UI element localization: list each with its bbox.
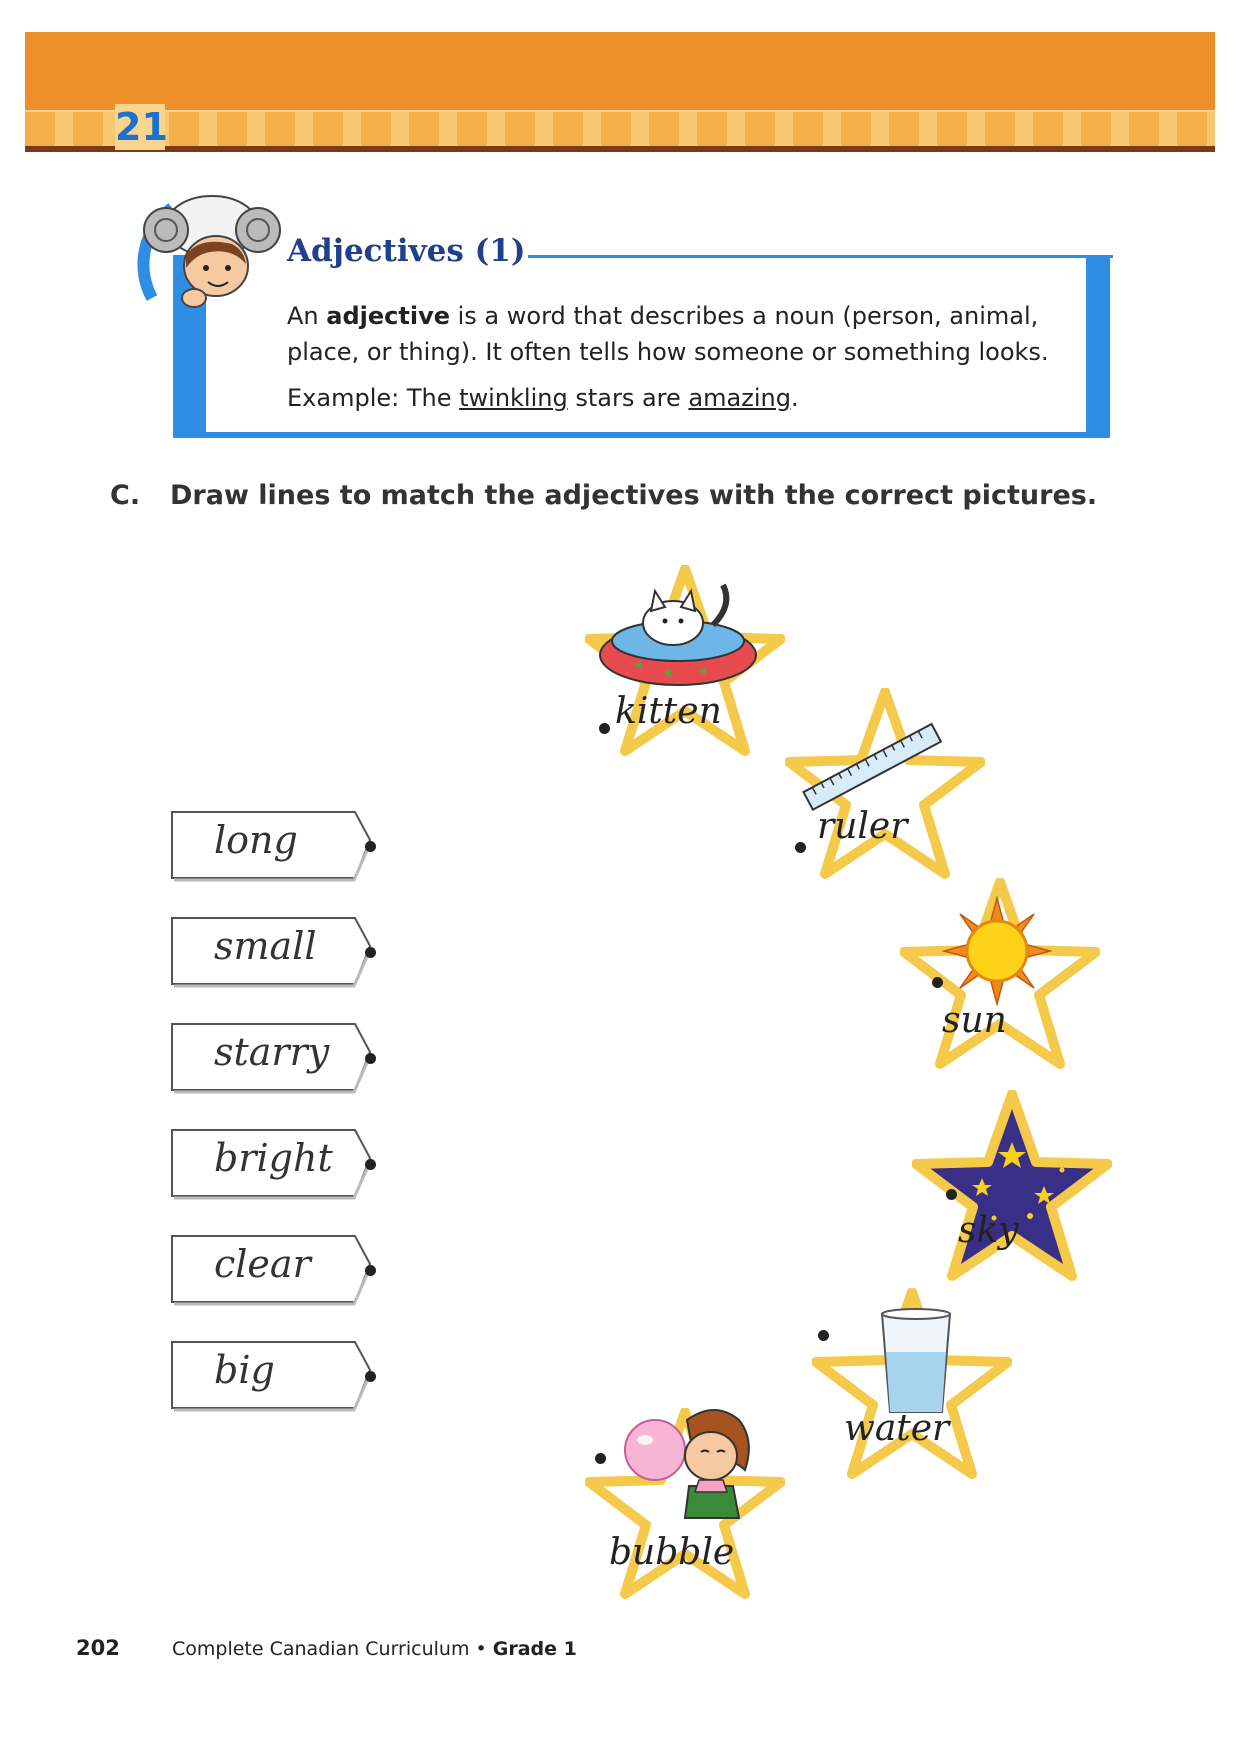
picture-label: sun [942, 1000, 1007, 1041]
adjective-label: starry [214, 1030, 330, 1074]
kitten-in-basket-icon [593, 575, 763, 695]
sun-icon [942, 896, 1052, 1006]
definition-line-2: place, or thing). It often tells how someone or something looks. [287, 338, 1049, 366]
match-dot[interactable] [365, 1265, 376, 1276]
tag-shape [170, 1340, 380, 1412]
adjective-label: clear [214, 1242, 311, 1286]
instruction: C. Draw lines to match the adjectives with the correct pictures. [110, 480, 1098, 511]
definition-line-1: An adjective is a word that describes a noun (person, animal, [287, 302, 1039, 330]
match-dot[interactable] [795, 842, 806, 853]
footer-title: Complete Canadian Curriculum • Grade 1 [172, 1638, 577, 1660]
adjective-label: big [214, 1348, 275, 1392]
example-sentence: Example: The twinkling stars are amazing. [287, 384, 799, 412]
header-checker-strip [25, 110, 1215, 148]
picture-sky[interactable] [912, 1090, 1112, 1290]
picture-label: bubble [609, 1532, 735, 1573]
picture-ruler[interactable] [785, 688, 985, 888]
match-dot[interactable] [932, 977, 943, 988]
picture-sun[interactable] [900, 878, 1100, 1078]
match-dot[interactable] [365, 1159, 376, 1170]
info-title: Adjectives (1) [287, 233, 526, 269]
match-dot[interactable] [365, 947, 376, 958]
term-adjective: adjective [326, 302, 450, 330]
match-dot[interactable] [365, 1371, 376, 1382]
header-band [25, 32, 1215, 110]
picture-water[interactable] [812, 1288, 1012, 1488]
adjective-label: long [214, 818, 298, 862]
match-dot[interactable] [365, 841, 376, 852]
picture-label: water [844, 1408, 950, 1449]
match-dot[interactable] [946, 1189, 957, 1200]
ruler-icon [795, 718, 945, 818]
picture-label: ruler [817, 806, 908, 847]
adjective-tag-starry[interactable] [170, 1022, 380, 1094]
adjective-tag-small[interactable] [170, 916, 380, 988]
header-rule [25, 146, 1215, 152]
unit-number: 21 [115, 105, 168, 149]
starry-sky-star-icon [912, 1090, 1112, 1290]
picture-label: sky [958, 1210, 1019, 1251]
adjective-tag-clear[interactable] [170, 1234, 380, 1306]
adjective-label: bright [214, 1136, 333, 1180]
adjective-label: small [214, 924, 317, 968]
picture-bubble[interactable] [585, 1408, 785, 1608]
adjective-tag-big[interactable] [170, 1340, 380, 1412]
picture-label: kitten [615, 691, 722, 732]
info-box-top-line [528, 255, 1113, 258]
page-number: 202 [76, 1636, 120, 1660]
picture-kitten[interactable] [585, 565, 785, 765]
match-dot[interactable] [599, 723, 610, 734]
girl-blowing-bubble-icon [615, 1400, 765, 1530]
mascot-ram-boy-icon [132, 178, 284, 328]
glass-of-water-icon [876, 1308, 956, 1418]
match-dot[interactable] [818, 1330, 829, 1341]
match-dot[interactable] [365, 1053, 376, 1064]
match-dot[interactable] [595, 1453, 606, 1464]
adjective-tag-bright[interactable] [170, 1128, 380, 1200]
adjective-tag-long[interactable] [170, 810, 380, 882]
